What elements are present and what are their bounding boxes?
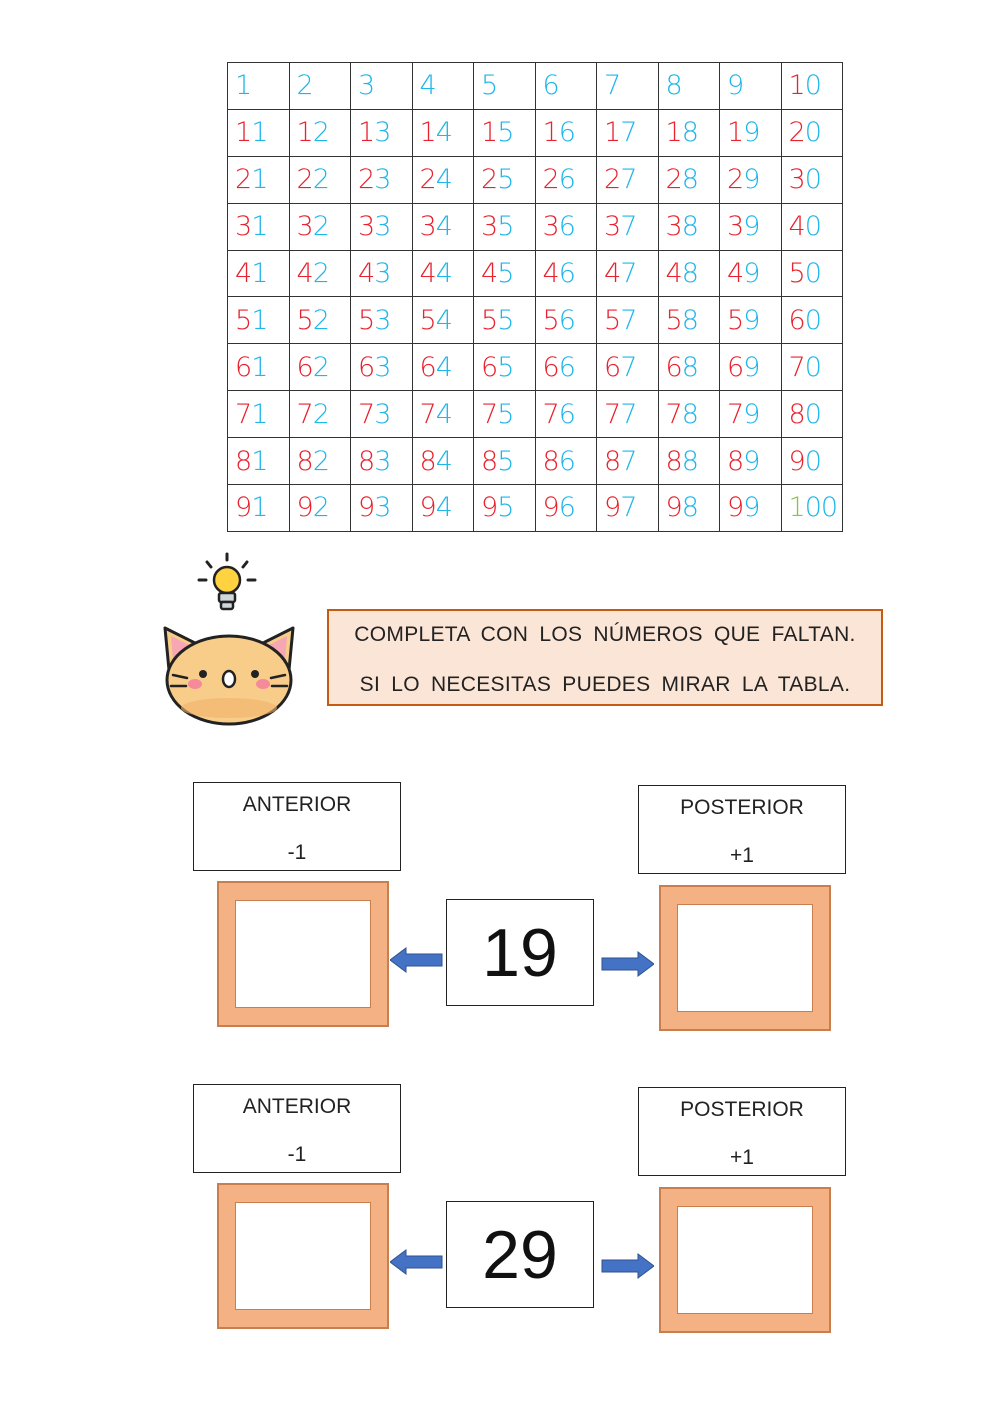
chart-cell: 59 <box>720 297 782 344</box>
chart-cell: 42 <box>289 250 351 297</box>
chart-cell: 35 <box>474 203 536 250</box>
anterior-title: ANTERIOR <box>242 793 352 816</box>
anterior-answer-field[interactable] <box>235 1202 371 1310</box>
chart-cell: 6 <box>535 63 597 110</box>
chart-cell: 45 <box>474 250 536 297</box>
chart-cell: 98 <box>658 485 720 532</box>
chart-cell: 15 <box>474 109 536 156</box>
posterior-answer-field[interactable] <box>677 1206 813 1314</box>
chart-cell: 94 <box>412 485 474 532</box>
chart-row <box>228 203 843 250</box>
chart-cell: 28 <box>658 156 720 203</box>
chart-cell: 22 <box>289 156 351 203</box>
chart-cell: 33 <box>351 203 413 250</box>
chart-cell: 57 <box>597 297 659 344</box>
chart-cell: 85 <box>474 438 536 485</box>
chart-cell: 52 <box>289 297 351 344</box>
chart-cell: 18 <box>658 109 720 156</box>
arrow-left-icon <box>390 947 444 973</box>
instruction-box <box>327 609 883 706</box>
chart-cell: 48 <box>658 250 720 297</box>
chart-cell: 83 <box>351 438 413 485</box>
chart-cell: 24 <box>412 156 474 203</box>
chart-cell: 49 <box>720 250 782 297</box>
chart-cell: 13 <box>351 109 413 156</box>
arrow-left-icon <box>390 1249 444 1275</box>
chart-row <box>228 438 843 485</box>
chart-cell: 81 <box>228 438 290 485</box>
chart-cell: 20 <box>781 109 843 156</box>
chart-cell: 100 <box>781 485 843 532</box>
chart-cell: 79 <box>720 391 782 438</box>
anterior-sign: -1 <box>287 1143 307 1166</box>
cat-face-icon <box>165 628 293 724</box>
chart-cell: 9 <box>720 63 782 110</box>
anterior-answer-box-1[interactable] <box>217 881 389 1027</box>
posterior-answer-field[interactable] <box>677 904 813 1012</box>
chart-cell: 34 <box>412 203 474 250</box>
chart-cell: 2 <box>289 63 351 110</box>
chart-cell: 80 <box>781 391 843 438</box>
chart-cell: 53 <box>351 297 413 344</box>
chart-cell: 62 <box>289 344 351 391</box>
chart-cell: 67 <box>597 344 659 391</box>
chart-cell: 84 <box>412 438 474 485</box>
chart-cell: 14 <box>412 109 474 156</box>
chart-cell: 12 <box>289 109 351 156</box>
anterior-answer-field[interactable] <box>235 900 371 1008</box>
arrow-right-icon <box>600 951 654 977</box>
chart-cell: 93 <box>351 485 413 532</box>
chart-cell: 39 <box>720 203 782 250</box>
chart-cell: 8 <box>658 63 720 110</box>
chart-cell: 26 <box>535 156 597 203</box>
posterior-answer-box-2[interactable] <box>659 1187 831 1333</box>
chart-row <box>228 344 843 391</box>
given-number-1: 19 <box>446 899 594 1006</box>
chart-row <box>228 156 843 203</box>
chart-cell: 16 <box>535 109 597 156</box>
anterior-label-1 <box>193 782 401 871</box>
chart-cell: 71 <box>228 391 290 438</box>
chart-cell: 32 <box>289 203 351 250</box>
given-number-2: 29 <box>446 1201 594 1308</box>
chart-cell: 73 <box>351 391 413 438</box>
chart-cell: 37 <box>597 203 659 250</box>
chart-cell: 27 <box>597 156 659 203</box>
chart-cell: 60 <box>781 297 843 344</box>
chart-cell: 11 <box>228 109 290 156</box>
chart-cell: 92 <box>289 485 351 532</box>
instruction-line-1: COMPLETA CON LOS NÚMEROS QUE FALTAN. <box>354 623 856 646</box>
chart-cell: 96 <box>535 485 597 532</box>
chart-cell: 43 <box>351 250 413 297</box>
chart-cell: 5 <box>474 63 536 110</box>
chart-cell: 47 <box>597 250 659 297</box>
chart-cell: 21 <box>228 156 290 203</box>
chart-cell: 30 <box>781 156 843 203</box>
chart-cell: 75 <box>474 391 536 438</box>
chart-cell: 50 <box>781 250 843 297</box>
anterior-label-2 <box>193 1084 401 1173</box>
anterior-title: ANTERIOR <box>242 1095 352 1118</box>
posterior-title: POSTERIOR <box>680 1098 804 1121</box>
chart-cell: 25 <box>474 156 536 203</box>
chart-cell: 97 <box>597 485 659 532</box>
chart-row <box>228 297 843 344</box>
anterior-answer-box-2[interactable] <box>217 1183 389 1329</box>
chart-cell: 78 <box>658 391 720 438</box>
chart-cell: 69 <box>720 344 782 391</box>
chart-cell: 89 <box>720 438 782 485</box>
chart-cell: 82 <box>289 438 351 485</box>
chart-cell: 40 <box>781 203 843 250</box>
chart-cell: 23 <box>351 156 413 203</box>
chart-cell: 58 <box>658 297 720 344</box>
chart-cell: 86 <box>535 438 597 485</box>
arrow-right-icon <box>600 1253 654 1279</box>
chart-cell: 51 <box>228 297 290 344</box>
posterior-title: POSTERIOR <box>680 796 804 819</box>
chart-cell: 1 <box>228 63 290 110</box>
chart-cell: 56 <box>535 297 597 344</box>
lightbulb-icon <box>199 554 255 609</box>
chart-cell: 7 <box>597 63 659 110</box>
chart-cell: 44 <box>412 250 474 297</box>
posterior-label-2 <box>638 1087 846 1176</box>
posterior-sign: +1 <box>730 1146 754 1169</box>
chart-cell: 4 <box>412 63 474 110</box>
chart-cell: 55 <box>474 297 536 344</box>
posterior-label-1 <box>638 785 846 874</box>
posterior-answer-box-1[interactable] <box>659 885 831 1031</box>
cat-lightbulb-icon <box>155 548 300 726</box>
chart-row <box>228 391 843 438</box>
hundred-chart <box>227 62 843 532</box>
chart-cell: 91 <box>228 485 290 532</box>
chart-cell: 3 <box>351 63 413 110</box>
instruction-line-2: SI LO NECESITAS PUEDES MIRAR LA TABLA. <box>359 673 851 696</box>
chart-cell: 17 <box>597 109 659 156</box>
chart-cell: 31 <box>228 203 290 250</box>
chart-cell: 54 <box>412 297 474 344</box>
chart-cell: 38 <box>658 203 720 250</box>
chart-cell: 95 <box>474 485 536 532</box>
chart-cell: 77 <box>597 391 659 438</box>
chart-cell: 19 <box>720 109 782 156</box>
chart-cell: 66 <box>535 344 597 391</box>
chart-cell: 36 <box>535 203 597 250</box>
chart-cell: 10 <box>781 63 843 110</box>
chart-cell: 41 <box>228 250 290 297</box>
chart-cell: 64 <box>412 344 474 391</box>
chart-cell: 87 <box>597 438 659 485</box>
chart-cell: 99 <box>720 485 782 532</box>
chart-row <box>228 63 843 110</box>
chart-row <box>228 109 843 156</box>
chart-cell: 29 <box>720 156 782 203</box>
chart-cell: 88 <box>658 438 720 485</box>
chart-row <box>228 485 843 532</box>
chart-cell: 65 <box>474 344 536 391</box>
chart-cell: 72 <box>289 391 351 438</box>
chart-cell: 63 <box>351 344 413 391</box>
anterior-sign: -1 <box>287 841 307 864</box>
chart-cell: 61 <box>228 344 290 391</box>
chart-cell: 90 <box>781 438 843 485</box>
chart-cell: 70 <box>781 344 843 391</box>
chart-cell: 46 <box>535 250 597 297</box>
posterior-sign: +1 <box>730 844 754 867</box>
chart-cell: 76 <box>535 391 597 438</box>
chart-cell: 74 <box>412 391 474 438</box>
chart-cell: 68 <box>658 344 720 391</box>
chart-row <box>228 250 843 297</box>
